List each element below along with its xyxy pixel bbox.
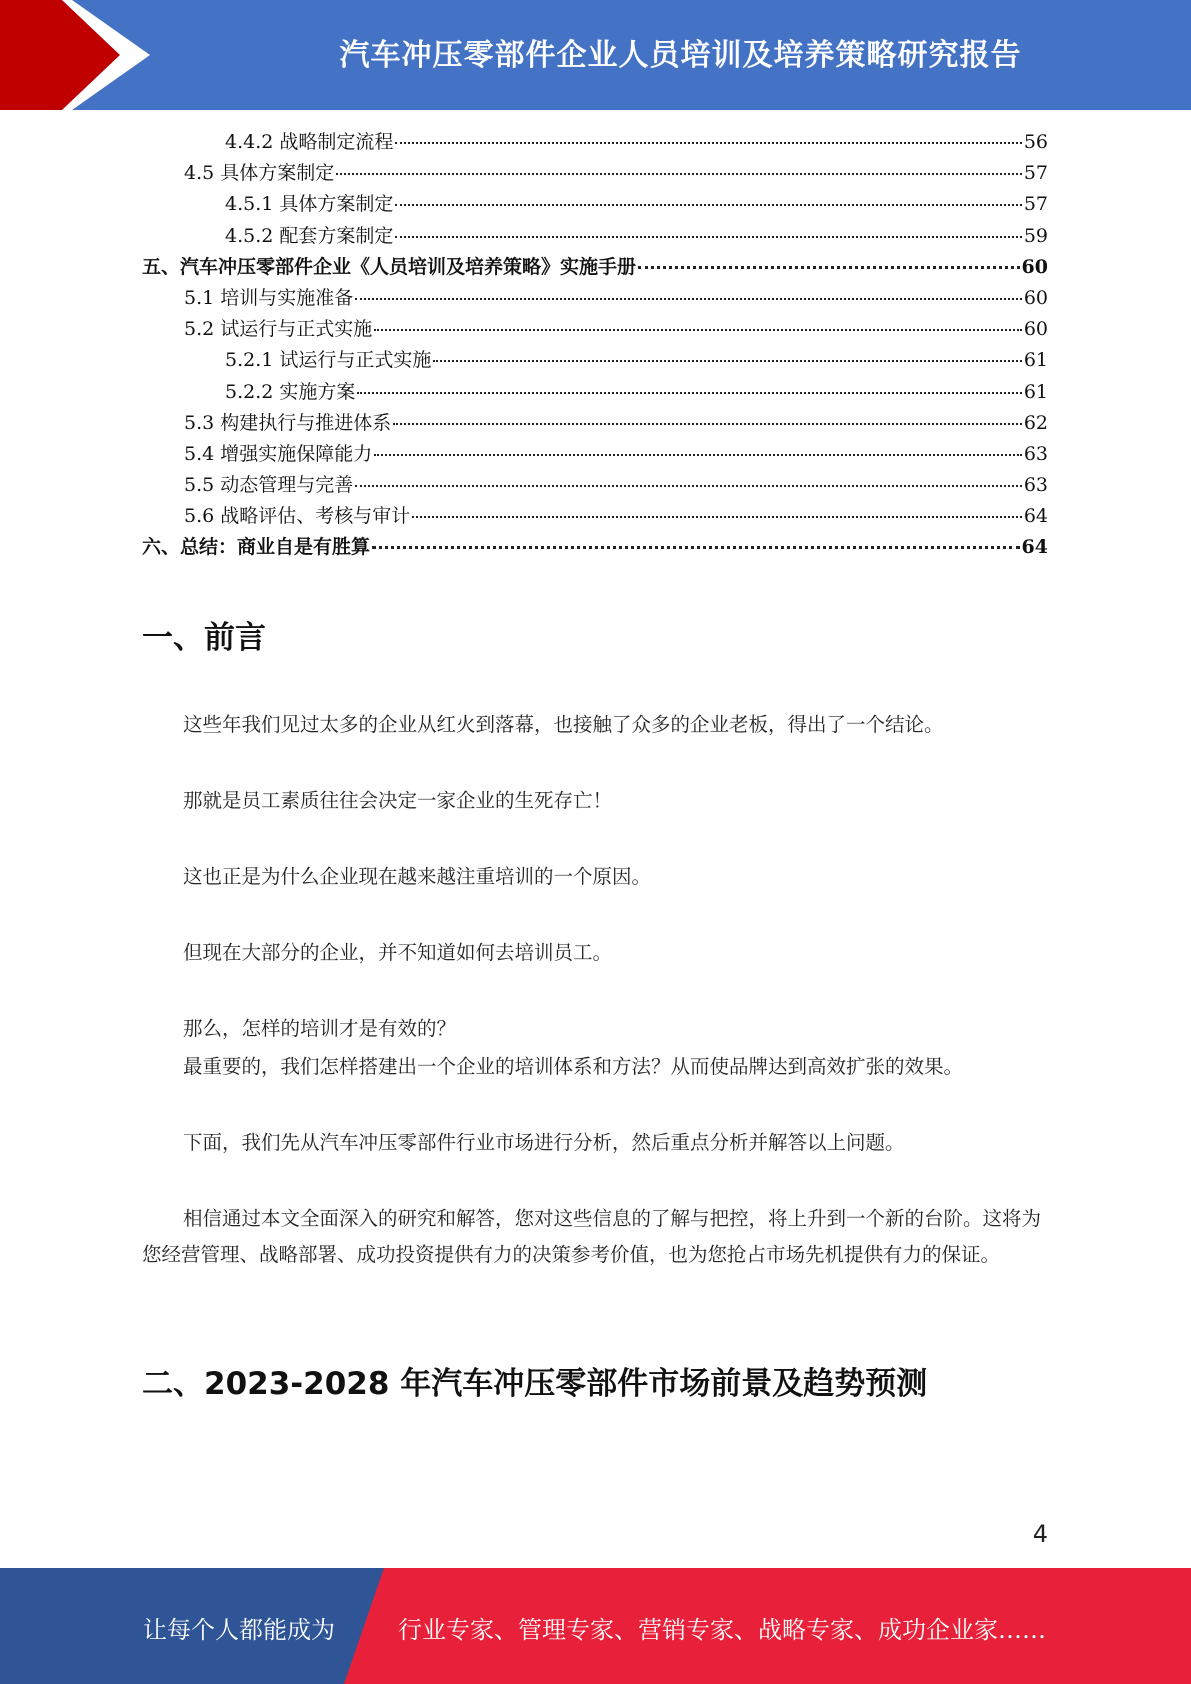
toc-entry-label: 4.4.2 战略制定流程 xyxy=(225,131,394,153)
toc-entry-label: 5.3 构建执行与推进体系 xyxy=(184,411,392,434)
toc-entry[interactable] xyxy=(142,377,1048,408)
toc-dot-leader xyxy=(357,392,1021,394)
paragraph: 这些年我们见过太多的企业从红火到落幕，也接触了众多的企业老板，得出了一个结论。 xyxy=(183,713,944,736)
footer-slogan-left: 让每个人都能成为 xyxy=(143,1616,335,1644)
toc-page-number: 59 xyxy=(1023,224,1048,247)
paragraph: 那就是员工素质往往会决定一家企业的生死存亡！ xyxy=(183,789,613,812)
toc-entry-label: 5.6 战略评估、考核与审计 xyxy=(184,505,411,528)
toc-entry[interactable] xyxy=(142,501,1048,532)
toc-page-number: 63 xyxy=(1023,442,1048,465)
toc-dot-leader xyxy=(412,516,1022,518)
toc-entry-label: 4.5.2 配套方案制定 xyxy=(225,224,394,247)
toc-page-number: 62 xyxy=(1023,411,1048,434)
toc-entry-label: 4.5 具体方案制定 xyxy=(184,162,335,185)
section-heading-preface: 一、前言 xyxy=(142,620,266,656)
toc-dot-leader xyxy=(355,485,1022,487)
page-number: 4 xyxy=(1032,1520,1048,1548)
toc-entry[interactable] xyxy=(142,252,1048,283)
toc-entry[interactable] xyxy=(142,408,1048,439)
toc-page-number: 57 xyxy=(1023,193,1048,216)
toc-dot-leader xyxy=(395,142,1021,144)
toc-entry[interactable] xyxy=(142,345,1048,376)
toc-page-number: 64 xyxy=(1023,505,1048,528)
toc-entry[interactable] xyxy=(142,127,1048,158)
toc-dot-leader xyxy=(433,360,1021,362)
toc-dot-leader xyxy=(355,298,1022,300)
toc-entry[interactable] xyxy=(142,189,1048,220)
toc-dot-leader xyxy=(374,454,1022,456)
toc-entry[interactable] xyxy=(142,470,1048,501)
toc-entry-label: 5.2.2 实施方案 xyxy=(225,380,356,403)
footer-slogan-right: 行业专家、管理专家、营销专家、战略专家、成功企业家…… xyxy=(398,1616,1046,1644)
toc-entry-label: 4.5.1 具体方案制定 xyxy=(225,193,394,216)
toc-entry[interactable] xyxy=(142,314,1048,345)
toc-dot-leader xyxy=(374,329,1022,331)
toc-entry[interactable] xyxy=(142,532,1048,563)
toc-page-number: 57 xyxy=(1023,162,1048,185)
toc-dot-leader xyxy=(638,266,1020,269)
paragraph: 最重要的，我们怎样搭建出一个企业的培训体系和方法？从而使品牌达到高效扩张的效果。 xyxy=(183,1055,964,1078)
paragraph: 但现在大部分的企业，并不知道如何去培训员工。 xyxy=(183,941,613,964)
paragraph: 相信通过本文全面深入的研究和解答，您对这些信息的了解与把控，将上升到一个新的台阶。这将为您经营管理、战略部署、成功投资提供有力的决策参考价值，也为您抢占市场先机提供有力的保证。 xyxy=(142,1207,1042,1266)
page-header xyxy=(0,0,1191,110)
report-title: 汽车冲压零部件企业人员培训及培养策略研究报告 xyxy=(339,38,1022,73)
toc-dot-leader xyxy=(393,423,1022,425)
toc-page-number: 60 xyxy=(1023,318,1048,341)
toc-page-number: 60 xyxy=(1021,255,1048,278)
header-arrow-decoration xyxy=(0,0,160,110)
toc-page-number: 64 xyxy=(1021,536,1048,559)
toc-entry-label: 5.4 增强实施保障能力 xyxy=(184,442,373,465)
toc-entry[interactable] xyxy=(142,283,1048,314)
toc-page-number: 56 xyxy=(1023,131,1048,153)
toc-entry-label: 5.2 试运行与正式实施 xyxy=(184,318,373,341)
paragraph: 下面，我们先从汽车冲压零部件行业市场进行分析，然后重点分析并解答以上问题。 xyxy=(183,1131,905,1154)
toc-entry[interactable] xyxy=(142,439,1048,470)
toc-dot-leader xyxy=(336,173,1022,175)
toc-dot-leader xyxy=(395,204,1021,206)
toc-entry-label: 五、汽车冲压零部件企业《人员培训及培养策略》实施手册 xyxy=(142,255,637,278)
toc-dot-leader xyxy=(395,236,1021,238)
section-heading-market-forecast: 二、2023-2028 年汽车冲压零部件市场前景及趋势预测 xyxy=(142,1366,928,1402)
paragraph: 这也正是为什么企业现在越来越注重培训的一个原因。 xyxy=(183,865,652,888)
page-footer xyxy=(0,1568,1191,1684)
toc-page-number: 61 xyxy=(1023,380,1048,403)
toc-entry-label: 5.2.1 试运行与正式实施 xyxy=(225,349,432,372)
toc-page-number: 63 xyxy=(1023,474,1048,497)
table-of-contents xyxy=(142,127,1048,564)
toc-entry-label: 5.5 动态管理与完善 xyxy=(184,474,354,497)
toc-entry[interactable] xyxy=(142,158,1048,189)
toc-page-number: 60 xyxy=(1023,286,1048,309)
toc-dot-leader xyxy=(372,546,1020,549)
toc-page-number: 61 xyxy=(1023,349,1048,372)
toc-entry-label: 六、总结：商业自是有胜算 xyxy=(142,536,371,559)
toc-entry[interactable] xyxy=(142,221,1048,252)
toc-entry-label: 5.1 培训与实施准备 xyxy=(184,286,354,309)
paragraph: 那么，怎样的培训才是有效的？ xyxy=(183,1017,457,1040)
